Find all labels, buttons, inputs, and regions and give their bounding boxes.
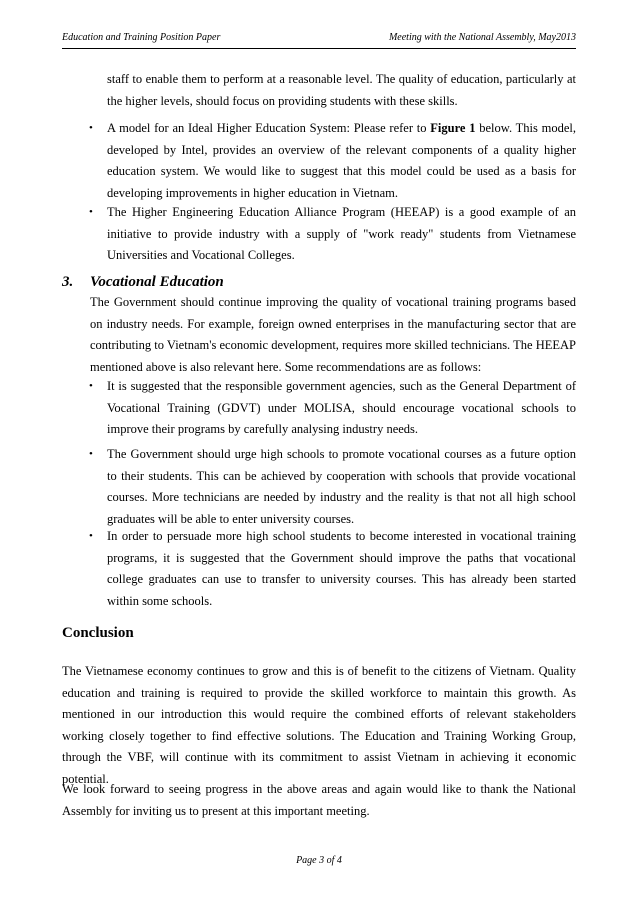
figure-1-reference: Figure 1 <box>430 121 476 135</box>
bullet-text-after: below. This model, developed by Intel, provides an overview of the relevant components of a quality higher education system. We would like to suggest that this model could be used as a basis for developing improvements in higher education in Vietnam. <box>107 121 576 200</box>
bullet-text-before: A model for an Ideal Higher Education System: Please refer to <box>107 121 431 135</box>
header-right: Meeting with the National Assembly, May2013 <box>388 32 576 43</box>
section-number: 3. <box>62 274 74 290</box>
bullet-gdvt: It is suggested that the responsible government agencies, such as the General Department of Vocational Training (GDVT) under MOLISA, should encourage vocational schools to improve their programs by carefully analysing industry needs. <box>107 379 576 436</box>
section-title: Vocational Education <box>90 274 224 290</box>
bullet-marker: • <box>89 530 93 542</box>
bullet-marker: • <box>89 448 93 460</box>
header-left: Education and Training Position Paper <box>62 32 221 43</box>
section-body: The Government should continue improving the quality of vocational training programs based on industry needs. For example, foreign owned enterprises in the manufacturing sector that are contributing to Vietnam's economic development, requires more skilled technicians. The HEEAP mentioned above is also relevant here. Some recommendations are as follows: <box>90 295 576 374</box>
conclusion-para-1: The Vietnamese economy continues to grow and this is of benefit to the citizens of Vietnam. Quality education and training is required to provide the skilled workforce to maintain this growth. As mentioned in our introduction this would require the combined efforts of relevant stakeholders working closely together to find effective solutions. The Education and Training Working Group, through the VBF, will continue with its commitment to assist Vietnam in achieving it economic potential. <box>62 664 576 786</box>
intro-continuation: staff to enable them to perform at a reasonable level. The quality of education, particularly at the higher levels, should focus on providing students with these skills. <box>107 72 576 108</box>
bullet-marker: • <box>89 206 93 218</box>
bullet-high-schools: The Government should urge high schools to promote vocational courses as a future option to their students. This can be achieved by cooperation with schools that provide vocational courses. More technicians are needed by industry and the reality is that not all high school graduates will be able to enter university courses. <box>107 447 576 526</box>
conclusion-title: Conclusion <box>62 625 134 641</box>
bullet-marker: • <box>89 122 93 134</box>
page-footer: Page 3 of 4 <box>296 855 342 866</box>
bullet-marker: • <box>89 380 93 392</box>
bullet-figure1 <box>107 118 576 204</box>
page-header <box>62 32 576 49</box>
bullet-transfer-paths: In order to persuade more high school students to become interested in vocational training programs, it is suggested that the Government should improve the paths that vocational college graduates can use to transfer to university courses. This has already been started within some schools. <box>107 529 576 608</box>
bullet-heeap: The Higher Engineering Education Alliance Program (HEEAP) is a good example of an initiative to provide industry with a supply of "work ready" students from Vietnamese Universities and Vocational Colleges. <box>107 205 576 262</box>
conclusion-para-2: We look forward to seeing progress in the above areas and again would like to thank the National Assembly for inviting us to present at this important meeting. <box>62 782 576 818</box>
